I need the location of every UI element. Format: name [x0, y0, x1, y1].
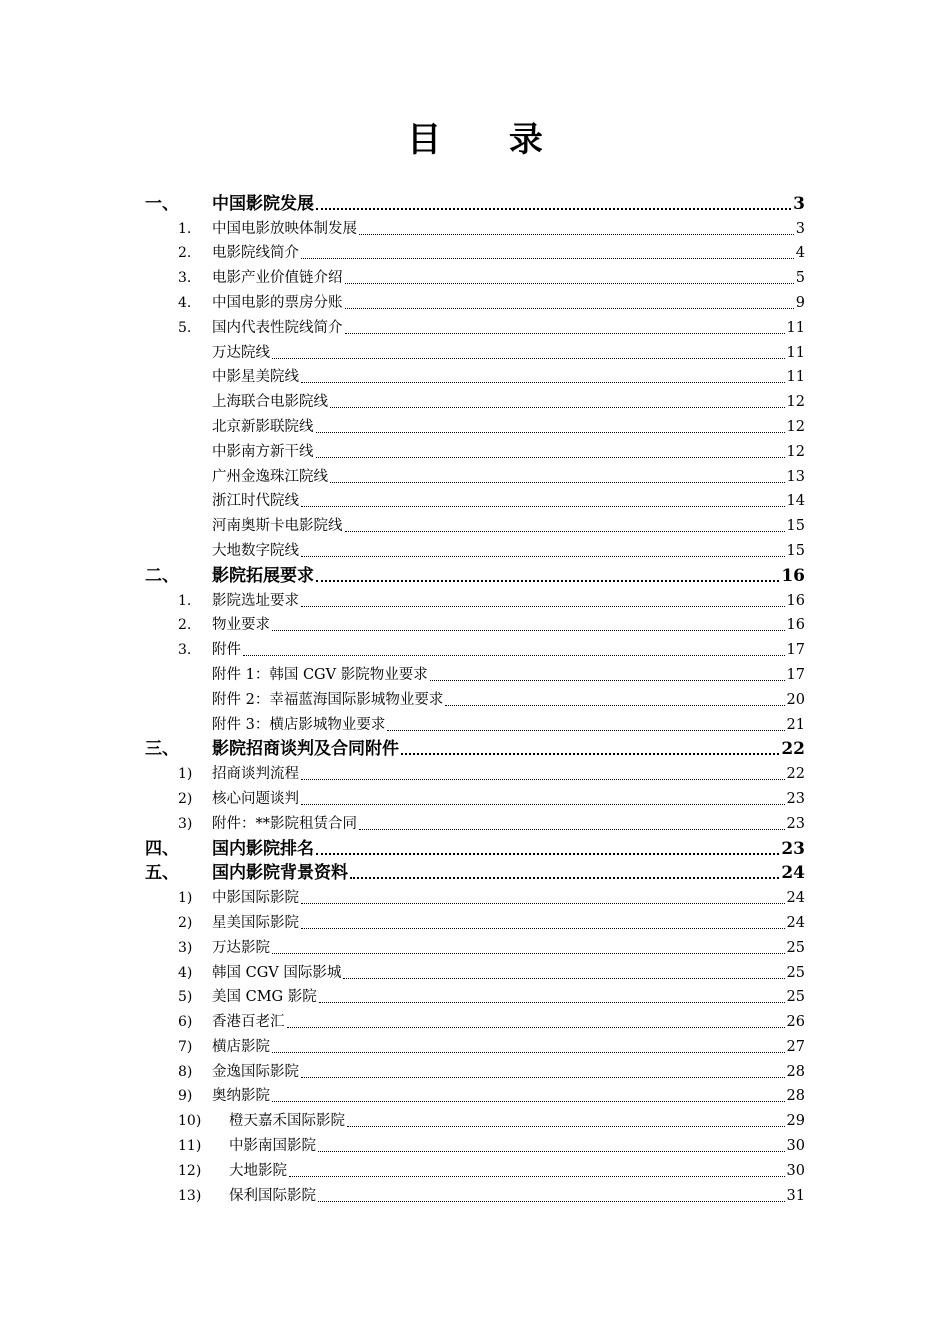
- toc-entry-title: 电影产业价值链介绍: [212, 270, 343, 287]
- dot-leader: [345, 308, 794, 309]
- toc-entry-page: 29: [786, 1113, 805, 1130]
- toc-entry-title: 国内影院背景资料: [212, 863, 348, 884]
- toc-entry-number: 1.: [178, 220, 192, 237]
- toc-entry-number: 4.: [178, 294, 192, 311]
- toc-entry-number: 二、: [145, 565, 179, 586]
- dot-leader: [318, 1201, 785, 1202]
- dot-leader: [301, 903, 785, 904]
- toc-entry-page: 21: [786, 716, 805, 733]
- toc-entry-page: 23: [786, 815, 805, 832]
- toc-entry-title: 浙江时代院线: [212, 493, 299, 510]
- toc-entry-page: 26: [786, 1014, 805, 1031]
- toc-entry[interactable]: [145, 885, 805, 910]
- toc-entry-title: 广州金逸珠江院线: [212, 468, 328, 485]
- toc-entry-title: 附件 3：横店影城物业要求: [212, 716, 386, 733]
- dot-leader: [301, 556, 785, 557]
- dot-leader: [359, 234, 794, 235]
- toc-entry[interactable]: [145, 241, 805, 266]
- toc-entry-page: 30: [786, 1138, 805, 1155]
- toc-entry-page: 12: [786, 394, 805, 411]
- dot-leader: [350, 877, 779, 879]
- dot-leader: [301, 606, 785, 607]
- toc-entry-page: 16: [786, 617, 805, 634]
- dot-leader: [330, 482, 785, 483]
- toc-entry[interactable]: [145, 1034, 805, 1059]
- toc-entry-number: 7): [178, 1038, 193, 1055]
- dot-leader: [272, 630, 785, 631]
- dot-leader: [301, 779, 785, 780]
- toc-entry-number: 一、: [145, 193, 179, 214]
- dot-leader: [316, 457, 785, 458]
- toc-entry-page: 16: [781, 565, 805, 586]
- dot-leader: [445, 705, 784, 706]
- dot-leader: [316, 580, 779, 582]
- dot-leader: [301, 258, 794, 259]
- dot-leader: [243, 655, 785, 656]
- toc-entry-page: 11: [786, 369, 805, 386]
- toc-entry-page: 22: [786, 766, 805, 783]
- toc-entry-page: 17: [786, 666, 805, 683]
- toc-entry[interactable]: [145, 513, 805, 538]
- toc-entry-title: 影院选址要求: [212, 592, 299, 609]
- toc-entry-title: 星美国际影院: [212, 914, 299, 931]
- dot-leader: [345, 531, 785, 532]
- toc-entry[interactable]: [145, 389, 805, 414]
- toc-entry[interactable]: [145, 613, 805, 638]
- table-of-contents: [145, 191, 805, 1208]
- toc-entry[interactable]: [145, 687, 805, 712]
- toc-entry-number: 2): [178, 914, 193, 931]
- toc-entry[interactable]: [145, 960, 805, 985]
- toc-entry[interactable]: [145, 737, 805, 762]
- toc-entry[interactable]: [145, 216, 805, 241]
- toc-entry-number: 3): [178, 815, 193, 832]
- dot-leader: [345, 283, 794, 284]
- toc-entry-number: 1.: [178, 592, 192, 609]
- dot-leader: [301, 804, 785, 805]
- dot-leader: [272, 1052, 785, 1053]
- toc-entry-title: 附件：**影院租赁合同: [212, 815, 357, 832]
- toc-entry-number: 12): [178, 1162, 202, 1179]
- toc-entry-page: 9: [795, 294, 805, 311]
- toc-entry-title: 韩国 CGV 国际影城: [212, 964, 342, 981]
- toc-entry-page: 22: [781, 739, 805, 760]
- toc-entry-page: 24: [786, 914, 805, 931]
- toc-entry-page: 28: [786, 1088, 805, 1105]
- toc-entry[interactable]: [145, 637, 805, 662]
- toc-entry-title: 横店影院: [212, 1038, 270, 1055]
- toc-entry-number: 11): [178, 1138, 202, 1155]
- toc-entry[interactable]: [145, 712, 805, 737]
- toc-entry[interactable]: [145, 340, 805, 365]
- toc-entry-page: 16: [786, 592, 805, 609]
- dot-leader: [316, 432, 785, 433]
- toc-entry[interactable]: [145, 1108, 805, 1133]
- toc-entry-page: 28: [786, 1063, 805, 1080]
- dot-leader: [330, 407, 785, 408]
- toc-entry-number: 3.: [178, 642, 192, 659]
- toc-entry-number: 5.: [178, 319, 192, 336]
- dot-leader: [272, 358, 785, 359]
- toc-entry-page: 13: [786, 468, 805, 485]
- toc-entry-number: 9): [178, 1088, 193, 1105]
- toc-entry[interactable]: [145, 1183, 805, 1208]
- dot-leader: [301, 1077, 785, 1078]
- toc-entry-number: 6): [178, 1014, 193, 1031]
- toc-entry[interactable]: [145, 761, 805, 786]
- dot-leader: [316, 853, 779, 855]
- toc-entry-page: 12: [786, 443, 805, 460]
- toc-entry-title: 影院拓展要求: [212, 565, 314, 586]
- toc-entry-title: 中国电影的票房分账: [212, 294, 343, 311]
- toc-entry-title: 物业要求: [212, 617, 270, 634]
- toc-entry-title: 上海联合电影院线: [212, 394, 328, 411]
- toc-entry-number: 3): [178, 939, 193, 956]
- toc-entry[interactable]: [145, 265, 805, 290]
- toc-entry[interactable]: [145, 1084, 805, 1109]
- toc-entry-number: 10): [178, 1113, 202, 1130]
- toc-entry[interactable]: [145, 1009, 805, 1034]
- toc-entry[interactable]: [145, 1133, 805, 1158]
- toc-entry[interactable]: [145, 662, 805, 687]
- toc-entry-title: 中影星美院线: [212, 369, 299, 386]
- toc-entry-page: 25: [786, 964, 805, 981]
- toc-entry-title: 中国影院发展: [212, 193, 314, 214]
- toc-entry[interactable]: [145, 935, 805, 960]
- toc-entry-title: 河南奥斯卡电影院线: [212, 518, 343, 535]
- toc-entry-page: 31: [786, 1187, 805, 1204]
- dot-leader: [359, 829, 785, 830]
- dot-leader: [318, 1151, 785, 1152]
- toc-entry[interactable]: [145, 489, 805, 514]
- toc-entry-page: 11: [786, 344, 805, 361]
- dot-leader: [345, 333, 785, 334]
- toc-entry[interactable]: [145, 365, 805, 390]
- toc-entry-title: 附件: [212, 642, 241, 659]
- toc-entry[interactable]: [145, 538, 805, 563]
- dot-leader: [272, 953, 785, 954]
- toc-entry-number: 2.: [178, 245, 192, 262]
- toc-entry-title: 核心问题谈判: [212, 790, 299, 807]
- toc-entry-page: 20: [786, 691, 805, 708]
- toc-entry-page: 23: [781, 838, 805, 859]
- toc-entry-page: 14: [786, 493, 805, 510]
- toc-entry-page: 30: [786, 1162, 805, 1179]
- toc-entry-page: 27: [786, 1038, 805, 1055]
- toc-entry[interactable]: [145, 910, 805, 935]
- toc-entry-title: 国内影院排名: [212, 838, 314, 859]
- toc-entry[interactable]: [145, 985, 805, 1010]
- dot-leader: [301, 382, 785, 383]
- dot-leader: [289, 1176, 785, 1177]
- toc-entry-title: 万达院线: [212, 344, 270, 361]
- toc-entry[interactable]: [145, 786, 805, 811]
- toc-entry[interactable]: [145, 191, 805, 216]
- toc-entry-page: 24: [781, 863, 805, 884]
- toc-entry[interactable]: [145, 439, 805, 464]
- toc-entry-title: 国内代表性院线简介: [212, 319, 343, 336]
- dot-leader: [387, 730, 784, 731]
- toc-entry-page: 3: [795, 220, 805, 237]
- toc-entry-title: 美国 CMG 影院: [212, 989, 317, 1006]
- dot-leader: [343, 978, 784, 979]
- dot-leader: [401, 753, 779, 755]
- toc-entry-page: 15: [786, 518, 805, 535]
- toc-entry-title: 万达影院: [212, 939, 270, 956]
- toc-entry[interactable]: [145, 414, 805, 439]
- toc-entry-page: 5: [795, 270, 805, 287]
- toc-entry[interactable]: [145, 464, 805, 489]
- toc-entry-title: 附件 1：韩国 CGV 影院物业要求: [212, 666, 428, 683]
- toc-entry-title: 香港百老汇: [212, 1014, 285, 1031]
- toc-entry[interactable]: [145, 861, 805, 886]
- toc-entry[interactable]: [145, 1059, 805, 1084]
- toc-entry-number: 4): [178, 964, 193, 981]
- toc-entry-page: 12: [786, 418, 805, 435]
- toc-entry[interactable]: [145, 563, 805, 588]
- toc-entry-title: 附件 2：幸福蓝海国际影城物业要求: [212, 691, 444, 708]
- toc-entry[interactable]: [145, 1158, 805, 1183]
- toc-entry-number: 3.: [178, 270, 192, 287]
- toc-entry-title: 中国电影放映体制发展: [212, 220, 357, 237]
- toc-entry-page: 3: [793, 193, 805, 214]
- dot-leader: [287, 1027, 785, 1028]
- toc-entry-title: 北京新影联院线: [212, 418, 314, 435]
- toc-entry-number: 五、: [145, 863, 179, 884]
- toc-entry-number: 2.: [178, 617, 192, 634]
- toc-entry-title: 中影南方新干线: [212, 443, 314, 460]
- toc-entry[interactable]: [145, 315, 805, 340]
- dot-leader: [301, 928, 785, 929]
- toc-entry-title: 橙天嘉禾国际影院: [229, 1113, 345, 1130]
- toc-entry-number: 1): [178, 890, 193, 907]
- toc-entry-title: 中影南国影院: [229, 1138, 316, 1155]
- toc-entry-page: 24: [786, 890, 805, 907]
- toc-entry-number: 5): [178, 989, 193, 1006]
- toc-entry[interactable]: [145, 811, 805, 836]
- toc-entry-title: 电影院线简介: [212, 245, 299, 262]
- toc-entry-number: 三、: [145, 739, 179, 760]
- toc-entry-page: 25: [786, 939, 805, 956]
- toc-entry-title: 保利国际影院: [229, 1187, 316, 1204]
- toc-entry-title: 招商谈判流程: [212, 766, 299, 783]
- toc-entry-title: 奥纳影院: [212, 1088, 270, 1105]
- toc-entry-page: 15: [786, 542, 805, 559]
- page-title: 目 录: [407, 120, 571, 160]
- toc-entry-title: 金逸国际影院: [212, 1063, 299, 1080]
- toc-entry-number: 四、: [145, 838, 179, 859]
- toc-entry-number: 8): [178, 1063, 193, 1080]
- toc-entry-page: 17: [786, 642, 805, 659]
- toc-entry-page: 23: [786, 790, 805, 807]
- toc-entry-number: 2): [178, 790, 193, 807]
- toc-entry-title: 大地数字院线: [212, 542, 299, 559]
- toc-entry[interactable]: [145, 836, 805, 861]
- toc-entry-page: 4: [795, 245, 805, 262]
- toc-entry-number: 1): [178, 766, 193, 783]
- toc-entry[interactable]: [145, 588, 805, 613]
- dot-leader: [316, 208, 791, 210]
- toc-entry-page: 11: [786, 319, 805, 336]
- toc-entry[interactable]: [145, 290, 805, 315]
- dot-leader: [347, 1126, 785, 1127]
- toc-entry-page: 25: [786, 989, 805, 1006]
- dot-leader: [430, 680, 785, 681]
- toc-entry-title: 大地影院: [229, 1162, 287, 1179]
- dot-leader: [301, 506, 785, 507]
- dot-leader: [319, 1002, 785, 1003]
- toc-entry-title: 影院招商谈判及合同附件: [212, 739, 399, 760]
- dot-leader: [272, 1101, 785, 1102]
- toc-entry-title: 中影国际影院: [212, 890, 299, 907]
- toc-entry-number: 13): [178, 1187, 202, 1204]
